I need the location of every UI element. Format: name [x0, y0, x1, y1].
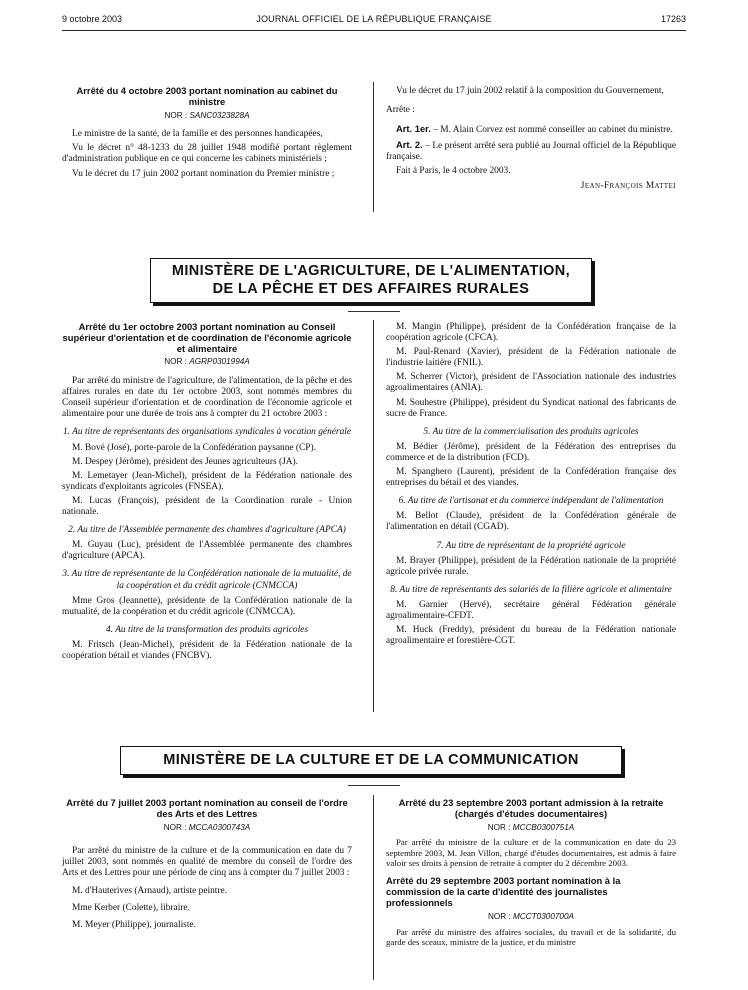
paragraph: Par arrêté du ministre des affaires sociales, du travail et de la solidarité, du garde des sceaux, ministre de la justice, et du ministre — [386, 926, 676, 947]
list-item: M. Brayer (Philippe), président de la Fédération nationale de la propriété agricole privée rurale. — [386, 555, 676, 577]
list-item: M. Souhestre (Philippe), président du Syndicat national des fabricants de sucre de France. — [386, 397, 676, 419]
arrete-conseil-right — [386, 322, 676, 650]
list-item: M. Bové (José), porte-parole de la Confédération paysanne (CP). — [72, 442, 316, 453]
section-heading: 1. Au titre de représentants des organisations syndicales à vocation générale — [62, 427, 352, 438]
arrete-retraite — [386, 798, 676, 950]
arrete-conseil-left — [62, 322, 352, 665]
list-item: M. Meyer (Philippe), journaliste. — [72, 919, 196, 930]
list-item: Mme Kerber (Colette), libraire. — [72, 902, 190, 913]
arrete-cabinet-right — [386, 86, 676, 192]
list-item: M. Paul-Renard (Xavier), président de la Fédération nationale de l'industrie laitière (FNIL). — [386, 347, 676, 369]
list-item: M. Fritsch (Jean-Michel), président de la Fédération nationale de la coopération bétail et viandes (FNCBV). — [62, 639, 352, 661]
arrete-cabinet-left — [62, 86, 352, 183]
paragraph: Par arrêté du ministre de l'agriculture, de l'alimentation, de la pêche et des affaires rurales en date du 1er octobre 2003, sont nommés membres du Conseil supérieur d'orientation et de coordination de l'économie agricole et alimentaire pour une durée de trois ans à compter du 21 octobre 2003 : — [62, 376, 352, 420]
arrete-word: Arrête : — [386, 105, 415, 116]
page-number: 17263 — [660, 14, 686, 24]
section-heading: 2. Au titre de l'Assemblée permanente des chambres d'agriculture (APCA) — [68, 525, 346, 536]
list-item: Mme Gros (Jeannette), présidente de la Confédération nationale de la mutualité, de la coopération et du crédit agricole (CNMCCA). — [62, 595, 352, 617]
paragraph: Vu le décret n° 48-1233 du 28 juillet 1948 modifié portant règlement d'administration publique en ce qui concerne les cabinets ministériels ; — [62, 143, 352, 165]
list-item: M. Despey (Jérôme), président des Jeunes agriculteurs (JA). — [72, 456, 298, 467]
list-item: M. Guyau (Luc), président de l'Assemblée permanente des chambres d'agriculture (APCA). — [62, 540, 352, 562]
arrete-title: Arrêté du 29 septembre 2003 portant nomination à la commission de la carte d'identité des journalistes professionnels — [386, 875, 621, 909]
paragraph: Vu le décret du 17 juin 2002 relatif à la composition du Gouvernement, — [396, 86, 664, 96]
column-separator — [373, 82, 374, 212]
section-heading: 3. Au titre de représentante de la Confédération nationale de la mutualité, de la coopération et du crédit agricole (CNMCCA) — [62, 569, 352, 591]
nor-reference: NOR : SANC0323828A — [164, 110, 250, 120]
header-rule — [62, 30, 686, 31]
paragraph: Par arrêté du ministre de la culture et de la communication en date du 7 juillet 2003, sont nommés en qualité de membre du conseil de l'ordre des Arts et des Lettres pour une période de cinq ans à compter du 7 juillet 2003 : — [62, 846, 352, 879]
paragraph: Vu le décret du 17 juin 2002 portant nomination du Premier ministre ; — [72, 168, 335, 179]
ministry-culture-heading: MINISTÈRE DE LA CULTURE ET DE LA COMMUNICATION — [120, 746, 622, 775]
ministry-agriculture-heading: MINISTÈRE DE L'AGRICULTURE, DE L'ALIMENTATION, DE LA PÊCHE ET DES AFFAIRES RURALES — [150, 258, 592, 303]
article-2: Art. 2. – Le présent arrêté sera publié au Journal officiel de la République française. — [386, 139, 676, 163]
list-item: M. Lemetayer (Jean-Michel), président de la Fédération nationale des syndicats d'exploitants agricoles (FNSEA). — [62, 470, 352, 492]
list-item: M. Bellot (Claude), président de la Confédération générale de l'alimentation en détail (CGAD). — [386, 511, 676, 533]
section-heading: 6. Au titre de l'artisanat et du commerce indépendant de l'alimentation — [398, 496, 664, 507]
arrete-title: Arrêté du 23 septembre 2003 portant admission à la retraite (chargés d'études documentaires) — [398, 797, 664, 819]
arrete-title: Arrêté du 7 juillet 2003 portant nomination au conseil de l'ordre des Arts et des Lettres — [66, 797, 348, 819]
done-at: Fait à Paris, le 4 octobre 2003. — [396, 166, 511, 177]
paragraph: Le ministre de la santé, de la famille et des personnes handicapées, — [72, 129, 323, 140]
section-heading: 7. Au titre de représentant de la propriété agricole — [436, 540, 626, 551]
nor-reference: NOR : MCCB0300751A — [487, 822, 575, 832]
section-heading: 8. Au titre de représentants des salariés de la filière agricole et alimentaire — [390, 584, 672, 595]
list-item: M. Huck (Freddy), président du bureau de la Fédération nationale agroalimentaire et forestière-CGT. — [386, 625, 676, 647]
list-item: M. Lucas (François), président de la Coordination rurale - Union nationale. — [62, 495, 352, 518]
arrete-arts-lettres — [62, 798, 352, 934]
arrete-title: Arrêté du 1er octobre 2003 portant nomination au Conseil supérieur d'orientation et de coordination de l'économie agricole et alimentaire — [62, 321, 352, 354]
short-rule — [348, 785, 400, 786]
list-item: M. Bédier (Jérôme), président de la Fédération des entreprises du commerce et de la distribution (FCD). — [386, 441, 676, 463]
list-item: M. d'Hauterives (Arnaud), artiste peintre. — [72, 885, 228, 896]
journal-title: JOURNAL OFFICIEL DE LA RÉPUBLIQUE FRANÇAISE — [256, 14, 492, 24]
list-item: M. Mangin (Philippe), président de la Confédération française de la coopération agricole (CFCA). — [386, 322, 676, 344]
header-date: 9 octobre 2003 — [62, 14, 123, 24]
list-item: M. Scherrer (Victor), président de l'Association nationale des industries agroalimentaires (ANIA). — [386, 372, 676, 394]
article-1: Art. 1er. – M. Alain Corvez est nommé conseiller au cabinet du ministre. — [396, 123, 673, 136]
arrete-title: Arrêté du 4 octobre 2003 portant nomination au cabinet du ministre — [76, 85, 338, 107]
list-item: M. Spanghero (Laurent), président de la Confédération française des entreprises du bétail et des viandes. — [386, 467, 676, 489]
paragraph: Par arrêté du ministre de la culture et de la communication en date du 23 septembre 2003, M. Jean Villon, chargé d'études documentaires, est admis à faire valoir ses droits à pension de retraite à compter du 2 décembre 2003. — [386, 837, 676, 869]
column-separator — [373, 795, 374, 980]
list-item: M. Garnier (Hervé), secrétaire général Fédération générale agroalimentaire-CFDT. — [386, 599, 676, 621]
section-heading: 4. Au titre de la transformation des produits agricoles — [106, 624, 308, 635]
section-heading: 5. Au titre de la commercialisation des produits agricoles — [423, 426, 639, 437]
column-separator — [373, 320, 374, 712]
page-header — [62, 14, 686, 28]
signature: Jean-François Mattei — [580, 180, 676, 191]
nor-reference: NOR : AGRP0301994A — [164, 357, 250, 367]
short-rule — [348, 311, 400, 312]
nor-reference: NOR : MCCT0300700A — [487, 911, 574, 921]
nor-reference: NOR : MCCA0300743A — [163, 822, 251, 832]
